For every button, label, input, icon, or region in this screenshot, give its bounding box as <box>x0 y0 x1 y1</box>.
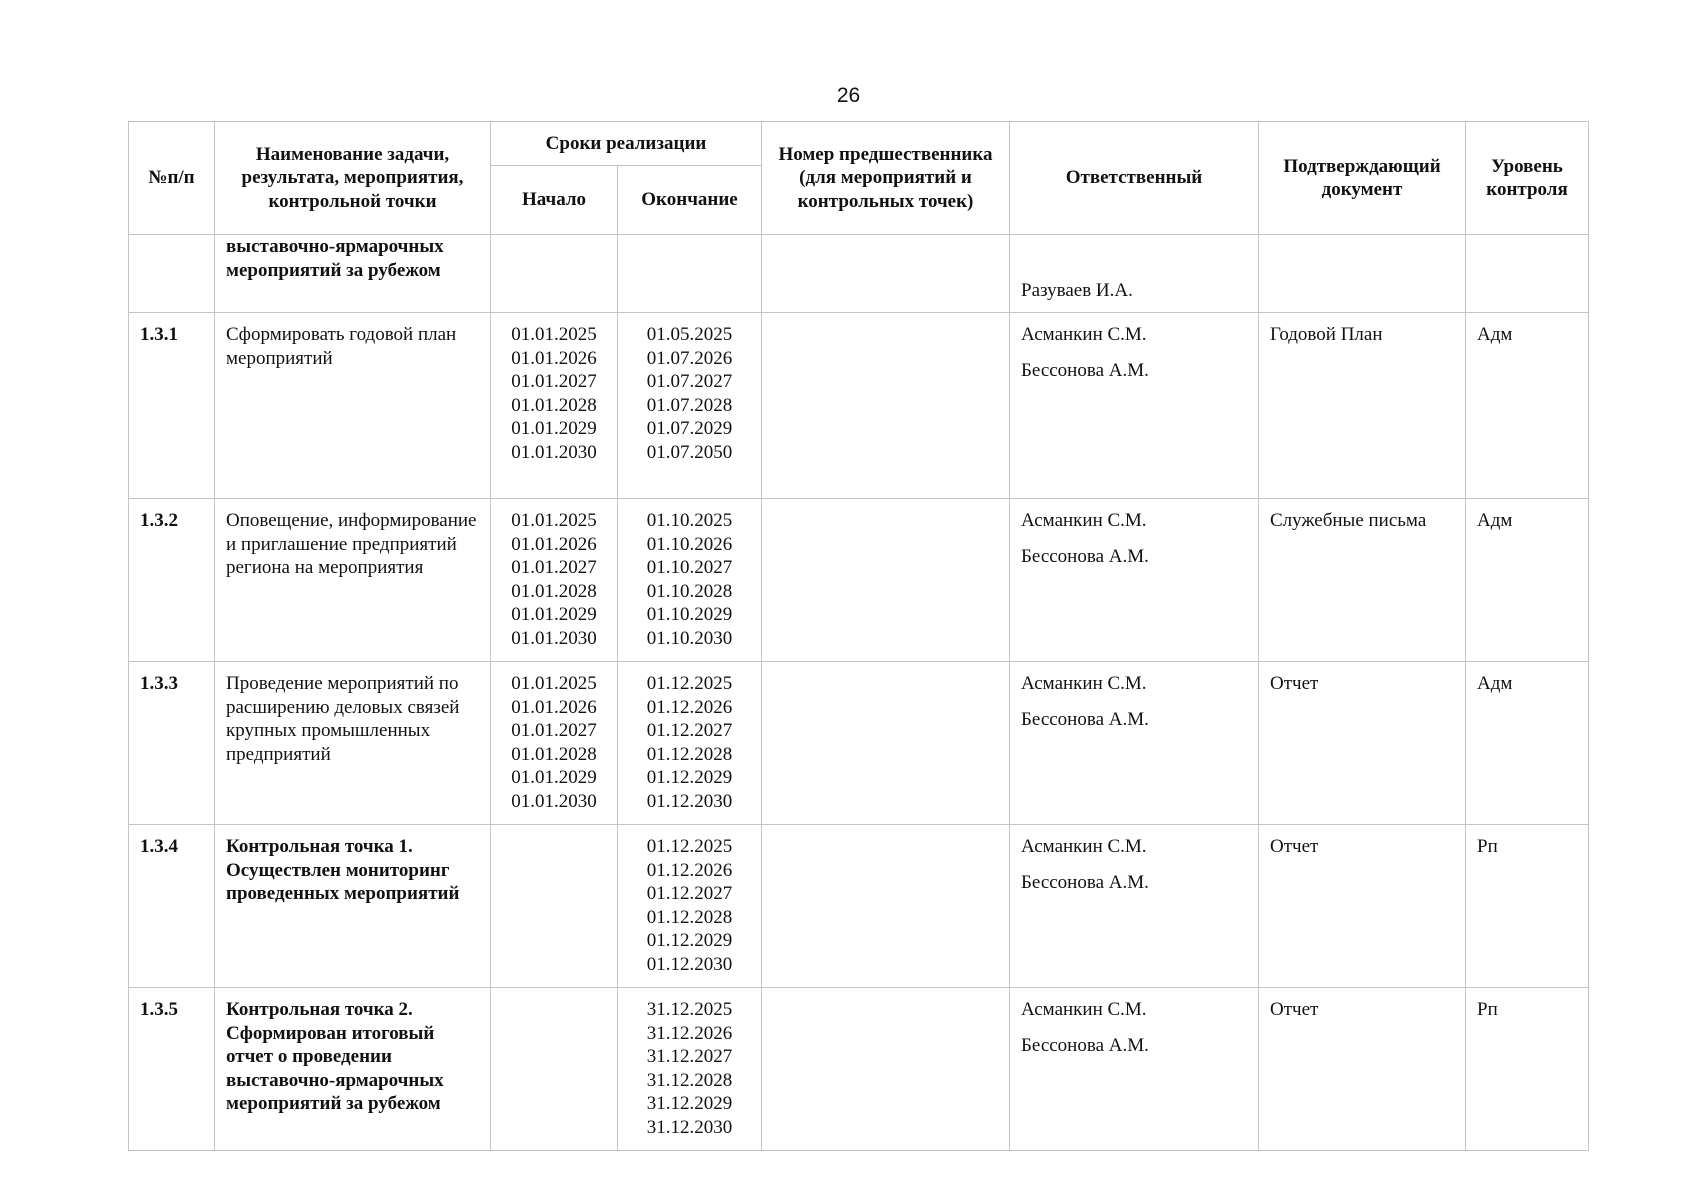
end-date: 01.12.2025 <box>646 836 733 857</box>
cell-document: Отчет <box>1259 825 1466 988</box>
cell-name: Сформировать годовой план мероприятий <box>215 313 491 499</box>
plan-table <box>128 121 1589 1151</box>
cell-end <box>618 825 762 988</box>
start-date: 01.01.2030 <box>511 627 597 649</box>
end-date: 01.10.2027 <box>646 557 733 578</box>
end-date: 01.12.2029 <box>646 930 733 951</box>
cell-predecessor <box>762 235 1010 313</box>
cell-start <box>491 988 618 1151</box>
end-date: 01.07.2028 <box>646 394 733 416</box>
cell-predecessor <box>762 313 1010 499</box>
table-row <box>129 313 1589 499</box>
end-date: 01.12.2029 <box>646 767 733 788</box>
cell-responsible <box>1010 988 1259 1151</box>
end-date: 01.12.2026 <box>646 696 733 718</box>
table-row <box>129 662 1589 825</box>
end-date: 01.10.2026 <box>646 533 733 555</box>
responsible-person: Бессонова А.М. <box>1021 1034 1149 1056</box>
cell-responsible <box>1010 662 1259 825</box>
cell-num <box>129 235 215 313</box>
cell-start <box>491 499 618 662</box>
end-date: 01.12.2026 <box>646 859 733 881</box>
start-date: 01.01.2025 <box>511 673 597 694</box>
start-date: 01.01.2025 <box>511 324 597 345</box>
end-date: 31.12.2026 <box>646 1022 733 1044</box>
cell-name: Оповещение, информирование и приглашение предприятий региона на мероприятия <box>215 499 491 662</box>
end-date: 01.07.2027 <box>646 371 733 392</box>
responsible-person: Асманкин С.М. <box>1021 999 1147 1020</box>
table-row <box>129 825 1589 988</box>
responsible-person: Бессонова А.М. <box>1021 708 1149 730</box>
header-end: Окончание <box>618 166 762 235</box>
responsible-person: Бессонова А.М. <box>1021 871 1149 893</box>
cell-level: Рп <box>1466 988 1589 1151</box>
responsible-person: Асманкин С.М. <box>1021 836 1147 857</box>
header-num: №п/п <box>129 122 215 235</box>
cell-document: Служебные письма <box>1259 499 1466 662</box>
end-date: 01.10.2030 <box>646 627 733 649</box>
end-date: 01.12.2025 <box>646 673 733 694</box>
start-date: 01.01.2026 <box>511 347 597 369</box>
cell-document: Отчет <box>1259 988 1466 1151</box>
end-date: 01.05.2025 <box>646 324 733 345</box>
cell-responsible <box>1010 825 1259 988</box>
end-date: 01.07.2050 <box>646 441 733 463</box>
header-row <box>129 122 1589 166</box>
start-date: 01.01.2030 <box>511 441 597 463</box>
end-date: 01.10.2028 <box>646 580 733 602</box>
start-date: 01.01.2027 <box>511 371 597 392</box>
end-date: 31.12.2027 <box>646 1046 733 1067</box>
continuation-row <box>129 235 1589 313</box>
responsible-person: Бессонова А.М. <box>1021 359 1149 381</box>
start-date: 01.01.2029 <box>511 418 597 439</box>
start-date: 01.01.2027 <box>511 720 597 741</box>
cell-name: Контрольная точка 1. Осуществлен мониторинг проведенных мероприятий <box>215 825 491 988</box>
start-date: 01.01.2029 <box>511 767 597 788</box>
header-document: Подтверждающий документ <box>1259 122 1466 235</box>
cell-end <box>618 662 762 825</box>
cell-start <box>491 825 618 988</box>
end-date: 01.10.2029 <box>646 604 733 625</box>
page-number: 26 <box>836 84 861 107</box>
header-start: Начало <box>491 166 618 235</box>
cell-end <box>618 313 762 499</box>
cell-num: 1.3.5 <box>129 988 215 1151</box>
end-date: 01.12.2030 <box>646 953 733 975</box>
header-terms: Сроки реализации <box>491 122 762 166</box>
cell-predecessor <box>762 988 1010 1151</box>
responsible-person: Асманкин С.М. <box>1021 324 1147 345</box>
cell-predecessor <box>762 499 1010 662</box>
cell-level <box>1466 235 1589 313</box>
end-date: 01.12.2030 <box>646 790 733 812</box>
cell-responsible: Разуваев И.А. <box>1010 235 1259 313</box>
cell-responsible <box>1010 499 1259 662</box>
cell-name: выставочно-ярмарочных мероприятий за рубежом <box>215 235 491 313</box>
start-date: 01.01.2028 <box>511 394 597 416</box>
start-date: 01.01.2026 <box>511 533 597 555</box>
cell-responsible <box>1010 313 1259 499</box>
start-date: 01.01.2029 <box>511 604 597 625</box>
cell-level: Адм <box>1466 662 1589 825</box>
cell-predecessor <box>762 662 1010 825</box>
header-name: Наименование задачи, результата, мероприятия, контрольной точки <box>215 122 491 235</box>
cell-predecessor <box>762 825 1010 988</box>
end-date: 01.12.2027 <box>646 883 733 904</box>
cell-name: Контрольная точка 2. Сформирован итоговый отчет о проведении выставочно-ярмарочных мероприятий за рубежом <box>215 988 491 1151</box>
responsible-person: Бессонова А.М. <box>1021 545 1149 567</box>
cell-end <box>618 235 762 313</box>
cell-level: Рп <box>1466 825 1589 988</box>
cell-document: Отчет <box>1259 662 1466 825</box>
cell-num: 1.3.4 <box>129 825 215 988</box>
table-row <box>129 988 1589 1151</box>
header-responsible: Ответственный <box>1010 122 1259 235</box>
end-date: 31.12.2025 <box>646 999 733 1020</box>
cell-start <box>491 662 618 825</box>
responsible-person: Асманкин С.М. <box>1021 510 1147 531</box>
start-date: 01.01.2026 <box>511 696 597 718</box>
cell-num: 1.3.3 <box>129 662 215 825</box>
end-date: 01.12.2028 <box>646 906 733 928</box>
start-date: 01.01.2030 <box>511 790 597 812</box>
cell-num: 1.3.2 <box>129 499 215 662</box>
end-date: 31.12.2029 <box>646 1093 733 1114</box>
end-date: 01.07.2029 <box>646 418 733 439</box>
start-date: 01.01.2028 <box>511 580 597 602</box>
end-date: 31.12.2028 <box>646 1069 733 1091</box>
header-level: Уровень контроля <box>1466 122 1589 235</box>
cell-document <box>1259 235 1466 313</box>
cell-start <box>491 235 618 313</box>
cell-level: Адм <box>1466 499 1589 662</box>
cell-name: Проведение мероприятий по расширению деловых связей крупных промышленных предприятий <box>215 662 491 825</box>
start-date: 01.01.2028 <box>511 743 597 765</box>
end-date: 01.10.2025 <box>646 510 733 531</box>
cell-num: 1.3.1 <box>129 313 215 499</box>
cell-level: Адм <box>1466 313 1589 499</box>
end-date: 01.12.2028 <box>646 743 733 765</box>
end-date: 01.12.2027 <box>646 720 733 741</box>
cell-start <box>491 313 618 499</box>
table-row <box>129 499 1589 662</box>
cell-document: Годовой План <box>1259 313 1466 499</box>
start-date: 01.01.2027 <box>511 557 597 578</box>
responsible-person: Асманкин С.М. <box>1021 673 1147 694</box>
end-date: 01.07.2026 <box>646 347 733 369</box>
start-date: 01.01.2025 <box>511 510 597 531</box>
header-predecessor: Номер предшественника (для мероприятий и контрольных точек) <box>762 122 1010 235</box>
cell-end <box>618 499 762 662</box>
cell-end <box>618 988 762 1151</box>
end-date: 31.12.2030 <box>646 1116 733 1138</box>
